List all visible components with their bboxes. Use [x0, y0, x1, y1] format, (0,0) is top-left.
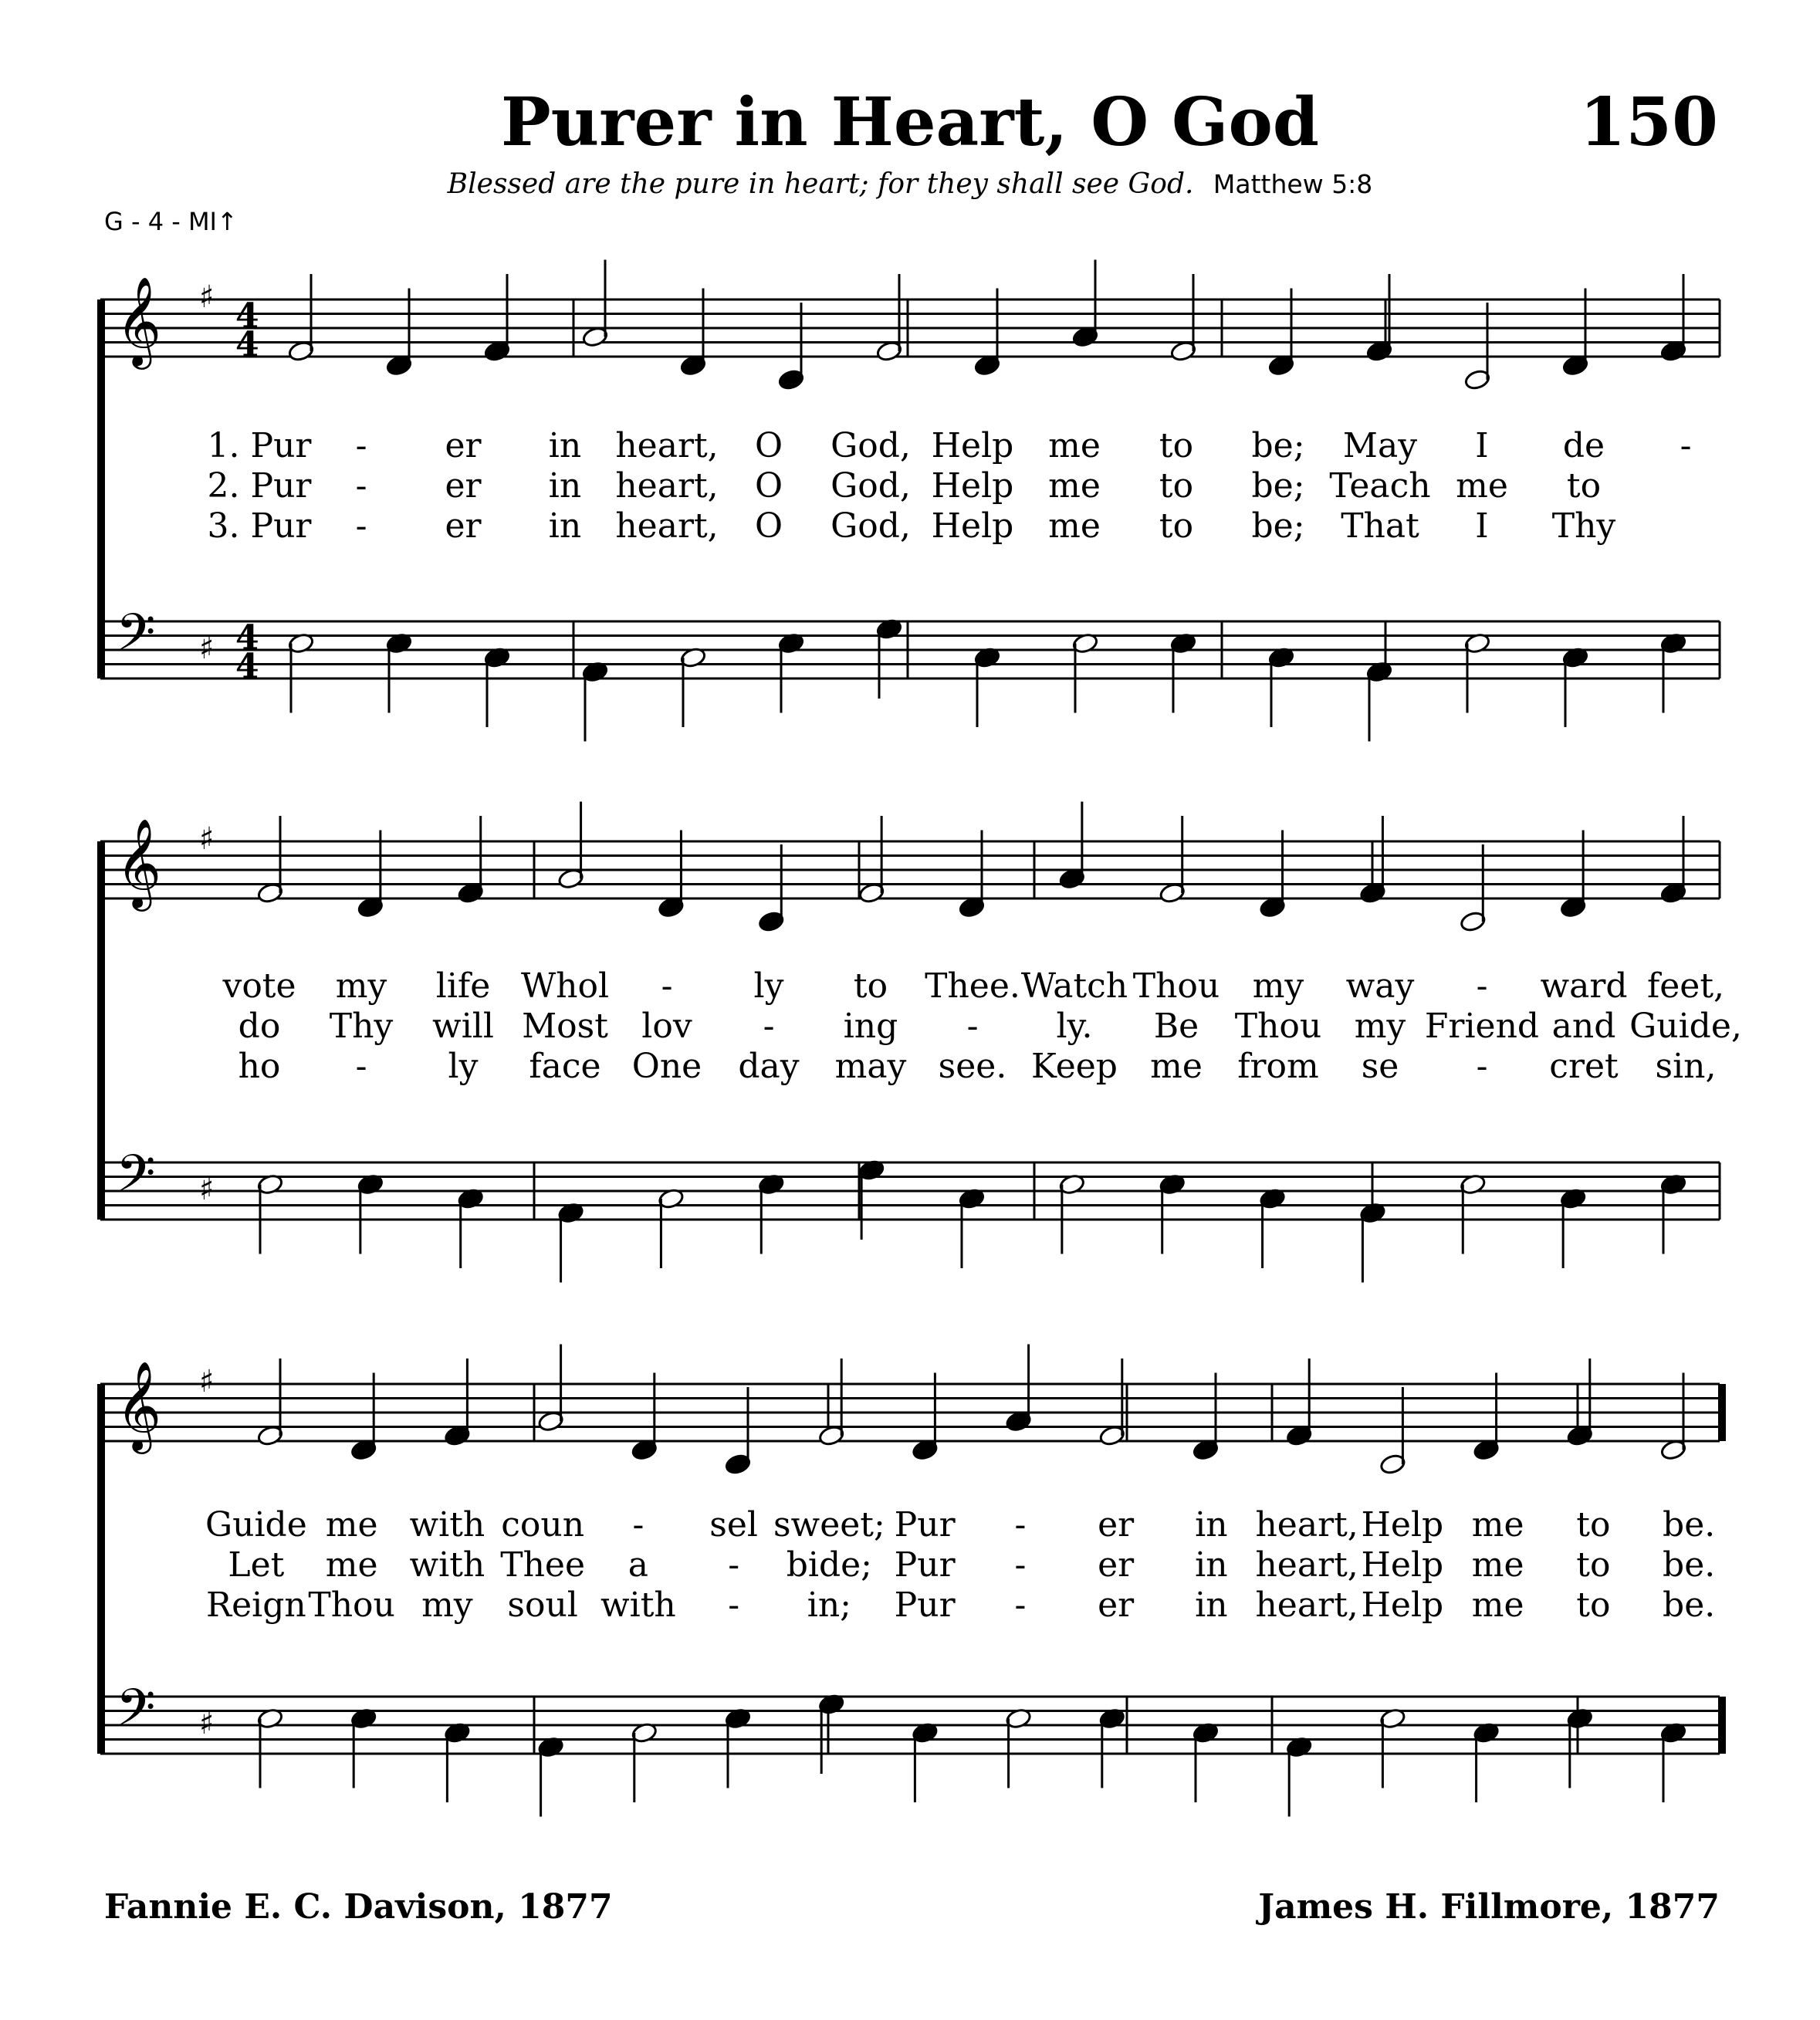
lyric-syllable: - [1014, 1505, 1027, 1545]
lyric-syllable: heart, [1255, 1505, 1358, 1545]
lyric-syllable: will [432, 1007, 494, 1046]
lyric-syllable: O [754, 426, 783, 465]
lyric-syllable: to [853, 966, 888, 1006]
lyric-syllable: ho [238, 1047, 281, 1086]
lyric-syllable: - [1014, 1585, 1027, 1625]
lyric-syllable: my [1252, 966, 1304, 1006]
lyric-syllable: cret [1549, 1047, 1619, 1086]
time-signature-numerator: 4 [235, 618, 259, 658]
lyric-syllable: - [1476, 966, 1488, 1006]
lyric-syllable: lov [641, 1007, 692, 1046]
lyric-syllable: in [1195, 1585, 1228, 1625]
lyric-syllable: ing [843, 1007, 898, 1046]
lyric-syllable: to [1159, 426, 1194, 465]
lyric-syllable: God, [831, 506, 911, 546]
lyric-syllable: er [445, 426, 482, 465]
lyric-line-verse-3 [208, 1047, 1737, 1087]
lyric-syllable: O [754, 506, 783, 546]
lyric-syllable: Teach [1329, 466, 1431, 506]
lyric-syllable: Reign [206, 1585, 306, 1625]
lyricist-credit: Fannie E. C. Davison, 1877 [104, 1887, 613, 1927]
hymn-title: Purer in Heart, O God [500, 83, 1319, 161]
lyric-syllable: heart, [615, 466, 719, 506]
lyric-syllable: Thee [500, 1545, 586, 1585]
lyric-syllable: bide; [786, 1545, 873, 1585]
key-sharp-icon: ♯ [199, 631, 215, 666]
lyric-syllable: way [1345, 966, 1415, 1006]
final-barline [1718, 1697, 1726, 1754]
key-sharp-icon: ♯ [199, 821, 215, 857]
lyric-syllable: 1. Pur [207, 426, 312, 465]
final-barline [1718, 1384, 1726, 1441]
lyric-syllable: Thee. [925, 966, 1020, 1006]
lyric-syllable: - [355, 1047, 367, 1086]
lyric-syllable: be; [1251, 426, 1305, 465]
lyric-syllable: - [763, 1007, 775, 1046]
lyric-line-verse-1 [208, 966, 1737, 1007]
lyric-syllable: Help [931, 466, 1014, 506]
lyric-syllable: Help [1361, 1585, 1444, 1625]
system-bracket [97, 841, 105, 1220]
lyric-syllable: to [1576, 1545, 1611, 1585]
lyric-syllable: Let [228, 1545, 285, 1585]
lyric-syllable: soul [507, 1585, 578, 1625]
lyric-syllable: God, [831, 426, 911, 465]
lyric-syllable: be; [1251, 506, 1305, 546]
lyric-syllable: sel [709, 1505, 758, 1545]
lyric-syllable: a [628, 1545, 648, 1585]
lyric-syllable: God, [831, 466, 911, 506]
lyric-syllable: to [1576, 1585, 1611, 1625]
lyric-syllable: my [421, 1585, 473, 1625]
lyric-syllable: to [1159, 506, 1194, 546]
lyric-syllable: Pur [894, 1505, 956, 1545]
lyric-syllable: - [632, 1505, 644, 1545]
lyric-syllable: heart, [1255, 1545, 1358, 1585]
lyric-syllable: me [1456, 466, 1508, 506]
lyric-syllable: be. [1663, 1585, 1716, 1625]
treble-clef-icon: 𝄞 [116, 1360, 162, 1450]
lyric-syllable: er [1098, 1505, 1135, 1545]
lyric-line-verse-2 [208, 1007, 1742, 1047]
lyric-syllable: me [1048, 426, 1101, 465]
key-sharp-icon: ♯ [199, 1364, 215, 1399]
lyric-syllable: feet, [1646, 966, 1725, 1006]
lyric-syllable: in; [807, 1585, 851, 1625]
bass-clef-icon: 𝄢 [116, 1678, 156, 1750]
lyric-syllable: Pur [894, 1545, 956, 1585]
lyric-syllable: Friend [1424, 1007, 1540, 1046]
lyric-line-verse-1 [205, 1505, 1737, 1545]
lyric-syllable: Help [931, 506, 1014, 546]
key-sharp-icon: ♯ [199, 1172, 215, 1207]
lyric-syllable: see. [938, 1047, 1007, 1086]
lyric-syllable: - [661, 966, 673, 1006]
lyric-syllable: er [1098, 1545, 1135, 1585]
treble-clef-icon: 𝄞 [116, 817, 162, 908]
lyric-syllable: - [355, 506, 367, 546]
lyric-syllable: Help [1361, 1505, 1444, 1545]
lyric-syllable: in [548, 506, 582, 546]
lyric-syllable: 3. Pur [207, 506, 312, 546]
bass-clef-icon: 𝄢 [116, 603, 156, 675]
lyric-syllable: be; [1251, 466, 1305, 506]
hymn-number: 150 [1579, 83, 1718, 161]
lyric-syllable: - [355, 426, 367, 465]
lyric-line-verse-2 [208, 1545, 1737, 1585]
bass-clef-icon: 𝄢 [116, 1144, 156, 1216]
lyric-syllable: to [1576, 1505, 1611, 1545]
lyric-syllable: er [445, 506, 482, 546]
lyric-syllable: day [738, 1047, 800, 1086]
lyric-syllable: Pur [894, 1585, 956, 1625]
lyric-syllable: - [728, 1585, 740, 1625]
lyric-syllable: ly. [1056, 1007, 1093, 1046]
lyric-syllable: to [1566, 466, 1602, 506]
lyric-syllable: One [631, 1047, 702, 1086]
lyric-syllable: - [728, 1545, 740, 1585]
key-sharp-icon: ♯ [199, 1706, 215, 1741]
lyric-syllable: with [409, 1545, 485, 1585]
lyric-syllable: sin, [1655, 1047, 1717, 1086]
system-bracket [97, 299, 105, 678]
lyric-line-verse-3 [208, 506, 1737, 546]
lyric-syllable: I [1475, 506, 1489, 546]
lyric-syllable: in [1195, 1545, 1228, 1585]
lyric-syllable: heart, [1255, 1585, 1358, 1625]
lyric-syllable: to [1159, 466, 1194, 506]
lyric-syllable: se [1361, 1047, 1399, 1086]
lyric-line-verse-1 [208, 426, 1737, 466]
lyric-line-verse-2 [208, 466, 1737, 506]
lyric-syllable: Guide, [1629, 1007, 1742, 1046]
lyric-syllable: me [1150, 1047, 1203, 1086]
lyric-syllable: I [1475, 426, 1489, 465]
time-signature-denominator: 4 [235, 647, 259, 686]
lyric-syllable: coun [501, 1505, 585, 1545]
lyric-syllable: be. [1663, 1505, 1716, 1545]
lyric-syllable: Help [931, 426, 1014, 465]
lyric-syllable: me [1048, 506, 1101, 546]
treble-clef-icon: 𝄞 [116, 276, 162, 366]
lyric-syllable: me [1471, 1585, 1524, 1625]
lyric-syllable: in [1195, 1505, 1228, 1545]
lyric-syllable: Guide [205, 1505, 307, 1545]
lyric-syllable: me [325, 1505, 378, 1545]
tune-code: G - 4 - MI↑ [104, 207, 238, 236]
lyric-syllable: heart, [615, 426, 719, 465]
lyric-syllable: Thou [308, 1585, 395, 1625]
lyric-syllable: in [548, 426, 582, 465]
lyric-syllable: may [834, 1047, 907, 1086]
lyric-syllable: me [1471, 1545, 1524, 1585]
lyric-syllable: be. [1663, 1545, 1716, 1585]
lyric-syllable: Be [1153, 1007, 1199, 1046]
lyric-syllable: Thy [329, 1007, 394, 1046]
lyric-syllable: me [1048, 466, 1101, 506]
lyric-syllable: ly [753, 966, 784, 1006]
lyric-syllable: face [529, 1047, 601, 1086]
lyric-syllable: vote [222, 966, 296, 1006]
lyric-syllable: my [335, 966, 387, 1006]
lyric-syllable: in [548, 466, 582, 506]
lyric-syllable: Whol [520, 966, 610, 1006]
lyric-line-verse-3 [208, 1585, 1737, 1626]
lyric-syllable: Watch [1020, 966, 1128, 1006]
lyric-syllable: Most [522, 1007, 608, 1046]
lyric-syllable: sweet; [773, 1505, 885, 1545]
lyric-syllable: - [1680, 426, 1692, 465]
lyric-syllable: from [1237, 1047, 1319, 1086]
lyric-syllable: - [1476, 1047, 1488, 1086]
lyric-syllable: O [754, 466, 783, 506]
key-sharp-icon: ♯ [199, 279, 215, 315]
lyric-syllable: life [435, 966, 491, 1006]
lyric-syllable: - [1014, 1545, 1027, 1585]
lyric-syllable: do [238, 1007, 281, 1046]
lyric-syllable: - [966, 1007, 979, 1046]
lyric-syllable: - [355, 466, 367, 506]
lyric-syllable: Keep [1031, 1047, 1118, 1086]
lyric-syllable: Thou [1132, 966, 1220, 1006]
lyric-syllable: ward [1540, 966, 1628, 1006]
lyric-syllable: heart, [615, 506, 719, 546]
lyric-syllable: ly [448, 1047, 479, 1086]
lyric-syllable: 2. Pur [207, 466, 312, 506]
lyric-syllable: my [1354, 1007, 1406, 1046]
lyric-syllable: Help [1361, 1545, 1444, 1585]
lyric-syllable: with [600, 1585, 676, 1625]
lyric-syllable: and [1551, 1007, 1616, 1046]
lyric-syllable: me [1471, 1505, 1524, 1545]
lyric-syllable: er [445, 466, 482, 506]
lyric-syllable: Thou [1234, 1007, 1322, 1046]
lyric-syllable: me [325, 1545, 378, 1585]
composer-credit: James H. Fillmore, 1877 [1258, 1887, 1720, 1927]
lyric-syllable: May [1342, 426, 1418, 465]
system-bracket [97, 1384, 105, 1754]
lyric-syllable: Thy [1551, 506, 1616, 546]
lyric-syllable: with [409, 1505, 485, 1545]
lyric-syllable: er [1098, 1585, 1135, 1625]
epigraph-reference: Matthew 5:8 [1213, 169, 1373, 199]
lyric-syllable: That [1341, 506, 1419, 546]
epigraph-quote: Blessed are the pure in heart; for they shall see God. [447, 168, 1194, 200]
time-signature-denominator: 4 [235, 325, 259, 364]
lyric-syllable: de [1562, 426, 1605, 465]
time-signature-numerator: 4 [235, 296, 259, 336]
